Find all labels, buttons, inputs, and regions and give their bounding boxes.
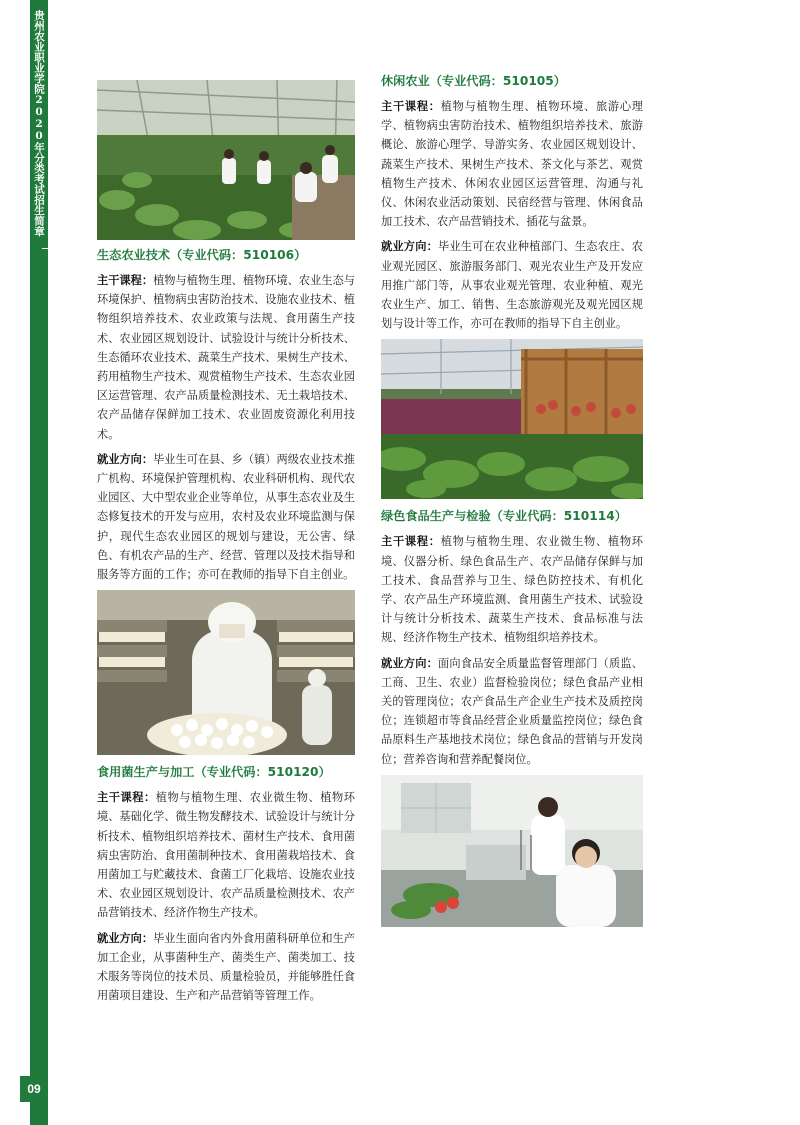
eco-courses-label: 主干课程： [97, 274, 154, 287]
right-column [381, 72, 643, 927]
greenhouse-students-photo [97, 80, 355, 240]
fungi-career-text: 毕业生面向省内外食用菌科研单位和生产加工企业，从事菌种生产、菌类生产、菌类加工、技术服务等岗位的技术员、质量检验员，并能够胜任食用菌项目建设、生产和产品营销等管理工作。 [97, 931, 355, 1003]
eco-career-label: 就业方向： [97, 452, 154, 466]
leisure-garden-photo [381, 339, 643, 499]
section-title-eco: 生态农业技术（专业代码：510106） [97, 248, 307, 262]
eco-career [97, 450, 355, 584]
leisure-courses-text: 植物与植物生理、植物环境、旅游心理学、植物病虫害防治技术、植物组织培养技术、旅游概论、旅游心理学、导游实务、农业园区规划设计、蔬菜生产技术、果树生产技术、茶文化与茶艺、观赏植物生产技术、休闲农业园区运营管理、沟通与礼仪、休闲农业活动策划、民宿经营与管理、休闲食品加工技术、农产品营销技术、插花与盆景。 [381, 100, 643, 229]
eco-career-text: 毕业生可在县、乡（镇）两级农业技术推广机构、环境保护管理机构、农业科研机构、现代农业园区、大中型农业企业等单位，从事生态农业及生态修复技术的开发与应用，农村及农业环境监测与保护，现代生态农业园区的规划与建设，无公害、绿色、有机农产品的生产、经营、管理以及技术指导和服务等方面的工作；亦可在教师的指导下自主创业。 [97, 452, 355, 582]
mushroom-worker-photo [97, 590, 355, 755]
leisure-courses-label: 主干课程： [381, 100, 441, 113]
leisure-courses [381, 97, 643, 231]
eco-courses-text: 植物与植物生理、植物环境、农业生态与环境保护、植物病虫害防治技术、设施农业技术、植物组织培养技术、农业政策与法规、食用菌生产技术、农业园区规划设计、试验设计与统计分析技术、生态循环农业技术、蔬菜生产技术、果树生产技术、药用植物生产技术、观赏植物生产技术、生态农业园区运营管理、农产品质量检测技术、无土栽培技术、农产品储存保鲜加工技术、农业固废资源化利用技术。 [97, 274, 355, 441]
fungi-career [97, 929, 355, 1006]
fungi-career-label: 就业方向： [97, 931, 154, 945]
eco-courses [97, 271, 355, 444]
green-courses [381, 532, 643, 647]
left-column [97, 80, 355, 1011]
green-career-label: 就业方向： [381, 656, 438, 670]
fungi-courses-text: 植物与植物生理、农业微生物、植物环境、基础化学、微生物发酵技术、试验设计与统计分析技术、植物组织培养技术、菌材生产技术、食用菌病虫害防治、食用菌制种技术、食用菌栽培技术、食用菌加工与贮藏技术、食菌工厂化栽培、设施农业技术、农业园区规划设计、农产品质量检测技术、农产品营销技术、经济作物生产技术。 [97, 791, 355, 920]
green-career-text: 面向食品安全质量监督管理部门（质监、工商、卫生、农业）监督检验岗位；绿色食品产业相关的管理岗位；农产食品生产企业生产技术及质控岗位；连锁超市等食品经营企业质量监控岗位；绿色食品原料生产基地技术岗位；绿色食品的营销与开发岗位；营养咨询和营养配餐岗位。 [381, 656, 643, 766]
section-title-green: 绿色食品生产与检验（专业代码：510114） [381, 509, 627, 524]
leisure-career-text: 毕业生可在农业种植部门、生态农庄、农业观光园区、旅游服务部门、观光农业生产及开发应用推广部门等，从事农业观光管理、农业种植、观光农业生产、加工、销售、生态旅游观光及观光园区规划与设计等工作，亦可在教师的指导下自主创业。 [381, 240, 643, 331]
sidebar-title: 贵州农业职业学院2020年分类考试招生简章 [33, 10, 45, 237]
fungi-courses-label: 主干课程： [97, 791, 156, 805]
page-number: 09 [20, 1076, 48, 1102]
leisure-career-label: 就业方向： [381, 240, 438, 254]
food-lab-photo [381, 775, 643, 927]
green-career [381, 654, 643, 769]
leisure-career [381, 237, 643, 333]
green-courses-text: 植物与植物生理、农业微生物、植物环境、仪器分析、绿色食品生产、农产品储存保鲜与加工技术、食品营养与卫生、绿色防控技术、有机化学、农产品生产环境监测、食用菌生产技术、试验设计与统计分析技术、蔬菜生产技术、食品标准与法规、经济作物生产技术、植物组织培养技术。 [381, 535, 643, 645]
sidebar-divider [42, 248, 48, 249]
fungi-courses [97, 788, 355, 922]
green-courses-label: 主干课程： [381, 535, 441, 549]
section-title-fungi: 食用菌生产与加工（专业代码：510120） [97, 765, 331, 780]
section-title-leisure: 休闲农业（专业代码：510105） [381, 74, 566, 88]
